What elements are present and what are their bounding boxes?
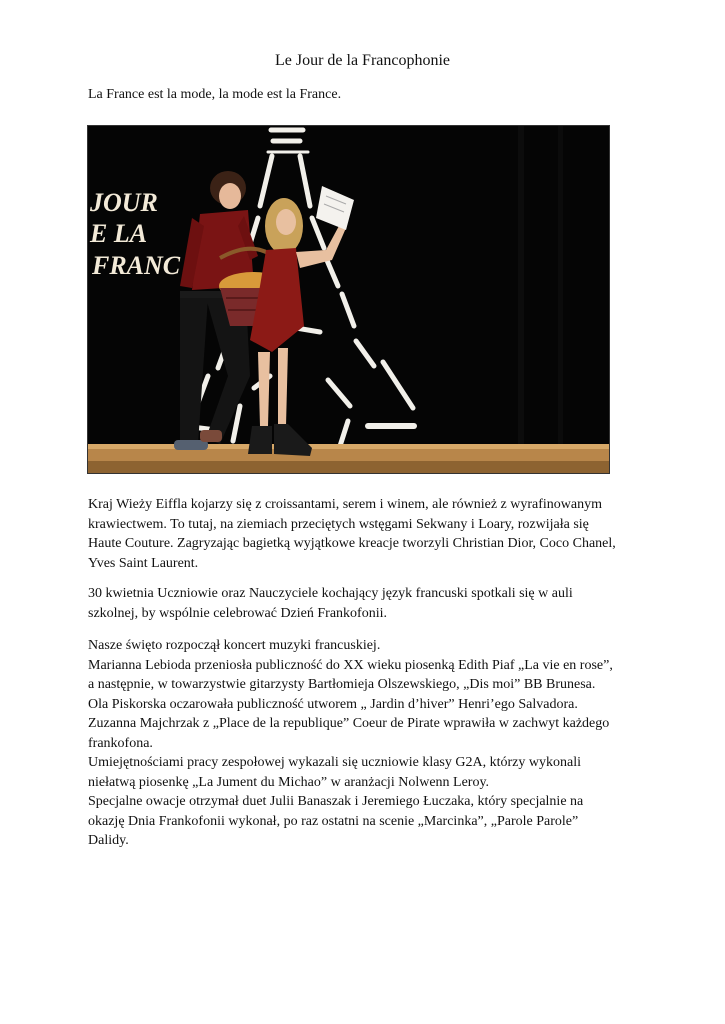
paragraph-line: Nasze święto rozpoczął koncert muzyki francuskiej. xyxy=(88,638,381,653)
event-photo xyxy=(87,125,610,474)
paragraph-line: okazję Dnia Frankofonii wykonał, po raz ostatni na scenie „Marcinka”, „Parole Parole” xyxy=(88,813,579,829)
stage-scene xyxy=(88,126,609,473)
paragraph-line: Zuzanna Majchrzak z „Place de la republique” Coeur de Pirate wprawiła w zachwyt każdego xyxy=(88,716,610,731)
paragraph-line: Haute Couture. Zagryzając bagietką wyjątkowe kreacje tworzyli Christian Dior, Coco Chanel, xyxy=(88,536,616,551)
paragraph-line: 30 kwietnia Uczniowie oraz Nauczyciele kochający język francuski spotkali się w auli xyxy=(88,586,573,601)
sign-line-2: E LA xyxy=(90,219,148,248)
paragraph-line: frankofona. xyxy=(88,735,153,751)
sign-line-1: JOUR xyxy=(90,188,158,217)
paragraph-line: szkolnej, by wspólnie celebrować Dzień Frankofonii. xyxy=(88,605,387,621)
paragraph-line: Dalidy. xyxy=(88,833,129,848)
paragraph-line: Yves Saint Laurent. xyxy=(88,555,199,571)
paragraph-line: Marianna Lebioda przeniosła publiczność do XX wieku piosenką Edith Piaf „La vie en rose”, xyxy=(88,657,613,673)
paragraph-line: krawiectwem. To tutaj, na ziemiach przeciętych wstęgami Sekwany i Loary, rozwijała się xyxy=(88,516,589,532)
paragraph-line: a następnie, w towarzystwie gitarzysty Bartłomieja Olszewskiego, „Dis moi” BB Brunesa. xyxy=(88,677,596,692)
paragraph-event-date xyxy=(88,584,648,623)
paragraph-line: Kraj Wieży Eiffla kojarzy się z croissantami, serem i winem, ale również z wyrafinowanym xyxy=(88,497,603,512)
paragraph-line: Umiejętnościami pracy zespołowej wykazali się uczniowie klasy G2A, którzy wykonali xyxy=(88,755,581,770)
paragraph-concert xyxy=(88,636,648,851)
paragraph-line: Specjalne owacje otrzymał duet Julii Banaszak i Jeremiego Łuczaka, który specjalnie na xyxy=(88,794,584,809)
paragraph-haute-couture xyxy=(88,495,648,573)
page-title: Le Jour de la Francophonie xyxy=(274,52,451,69)
subtitle: La France est la mode, la mode est la France. xyxy=(88,87,342,102)
sign-line-3: FRANC xyxy=(92,251,181,280)
paragraph-line: Ola Piskorska oczarowała publiczność utworem „ Jardin d’hiver” Henri’ego Salvadora. xyxy=(88,696,578,712)
paragraph-line: niełatwą piosenkę „La Jument du Michao” w aranżacji Nolwenn Leroy. xyxy=(88,774,490,790)
